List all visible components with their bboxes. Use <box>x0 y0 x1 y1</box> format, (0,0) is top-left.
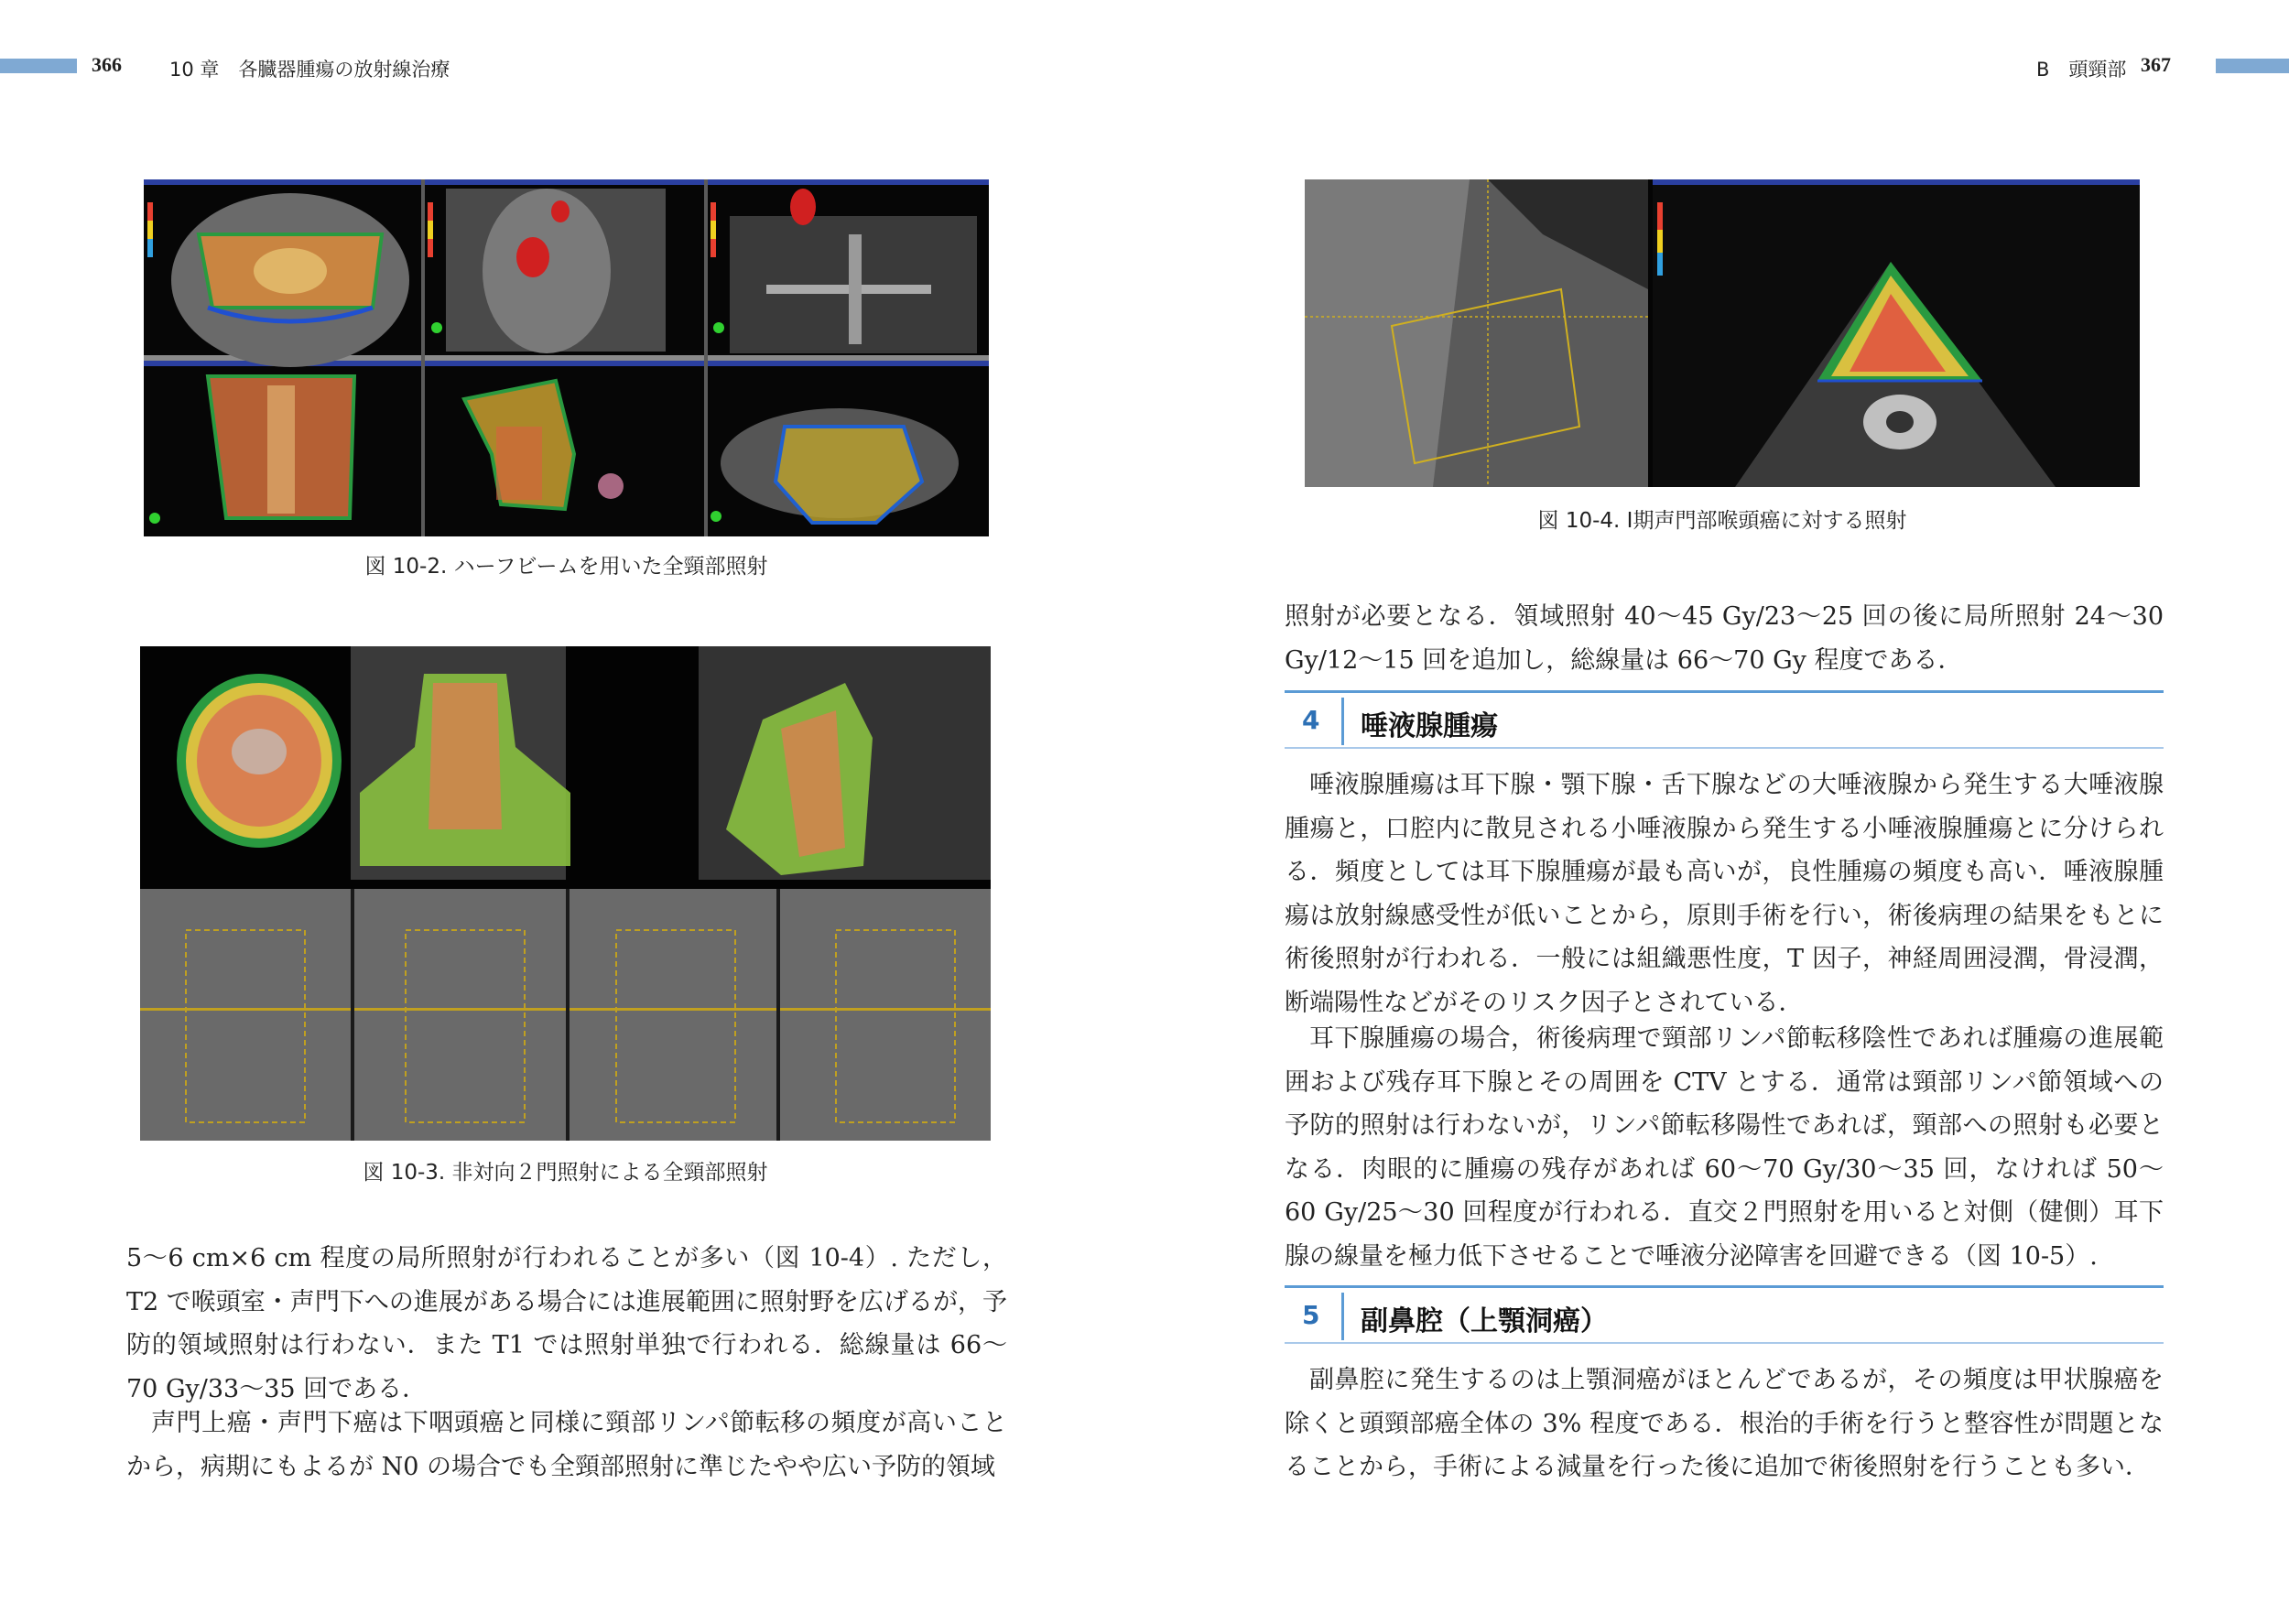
right-page-number: 367 <box>2141 53 2171 76</box>
section-5-number: 5 <box>1302 1300 1320 1330</box>
section-5-top-rule <box>1285 1285 2164 1288</box>
section-4-title: 唾液腺腫瘍 <box>1361 710 1498 742</box>
figure-10-2-image <box>144 179 989 536</box>
section-4-bottom-rule <box>1285 747 2164 749</box>
section-4-paragraph-2: 耳下腺腫瘍の場合，術後病理で頸部リンパ節転移陰性であれば腫瘍の進展範囲および残存耳下腺とその周囲を CTV とする．通常は頸部リンパ節領域への予防的照射は行わないが，リンパ節転移陽性であれば，頸部への照射も必要となる．肉眼的に腫瘍の残存があれば 60〜70 Gy/30〜35 回，なければ 50〜60 Gy/25〜30 回程度が行われる．直交２門照射を用いると対側（健側）耳下腺の線量を極力低下させることで唾液分泌障害を回避できる（図 10-5）. <box>1285 1024 2164 1271</box>
figure-10-3-caption: 図 10-3. 非対向２門照射による全頸部照射 <box>363 1161 768 1185</box>
section-5-bottom-rule <box>1285 1342 2164 1344</box>
left-paragraph-2: 声門上癌・声門下癌は下咽頭癌と同様に頸部リンパ節転移の頻度が高いことから，病期にもよるが N0 の場合でも全頸部照射に準じたやや広い予防的領域 <box>126 1409 1007 1481</box>
header-bar-right <box>2216 59 2289 73</box>
left-chapter-title: 10 章 各臓器腫瘍の放射線治療 <box>169 59 450 81</box>
right-paragraph-0: 照射が必要となる．領域照射 40〜45 Gy/23〜25 回の後に局所照射 24〜30 Gy/12〜15 回を追加し，総線量は 66〜70 Gy 程度である． <box>1285 602 2164 675</box>
section-4-top-rule <box>1285 690 2164 693</box>
figure-10-3-illustration <box>140 646 991 1141</box>
section-5-title: 副鼻腔（上顎洞癌） <box>1361 1305 1608 1337</box>
figure-10-4-caption: 図 10-4. Ⅰ期声門部喉頭癌に対する照射 <box>1537 509 1907 533</box>
figure-10-4-image <box>1305 179 2140 487</box>
section-4-divider <box>1341 698 1344 745</box>
figure-10-3-image <box>140 646 991 1141</box>
section-4-number: 4 <box>1302 705 1320 735</box>
left-page-number: 366 <box>92 53 122 76</box>
figure-10-2-caption: 図 10-2. ハーフビームを用いた全頸部照射 <box>364 555 768 579</box>
figure-10-2-illustration <box>144 179 989 536</box>
section-4-paragraph-1: 唾液腺腫瘍は耳下腺・顎下腺・舌下腺などの大唾液腺から発生する大唾液腺腫瘍と，口腔内に散見される小唾液腺から発生する小唾液腺腫瘍とに分けられる．頻度としては耳下腺腫瘍が最も高いが，良性腫瘍の頻度も高い．唾液腺腫瘍は放射線感受性が低いことから，原則手術を行い，術後病理の結果をもとに術後照射が行われる．一般には組織悪性度，T 因子，神経周囲浸潤，骨浸潤，断端陽性などがそのリスク因子とされている． <box>1285 771 2164 1017</box>
left-paragraph-1: 5〜6 cm×6 cm 程度の局所照射が行われることが多い（図 10-4）. ただし，T2 で喉頭室・声門下への進展がある場合には進展範囲に照射野を広げるが，予防的領域照射は行わない．また T1 では照射単独で行われる．総線量は 66〜70 Gy/33〜35 回である． <box>126 1244 1007 1403</box>
section-5-divider <box>1341 1293 1344 1340</box>
figure-10-4-illustration <box>1305 179 2140 487</box>
header-bar-left <box>0 59 77 73</box>
right-section-title: B 頭頸部 <box>2036 59 2127 81</box>
section-5-paragraph-1: 副鼻腔に発生するのは上顎洞癌がほとんどであるが，その頻度は甲状腺癌を除くと頭頸部癌全体の 3% 程度である．根治的手術を行うと整容性が問題となることから，手術による減量を行った後に追加で術後照射を行うことも多い． <box>1285 1366 2164 1481</box>
